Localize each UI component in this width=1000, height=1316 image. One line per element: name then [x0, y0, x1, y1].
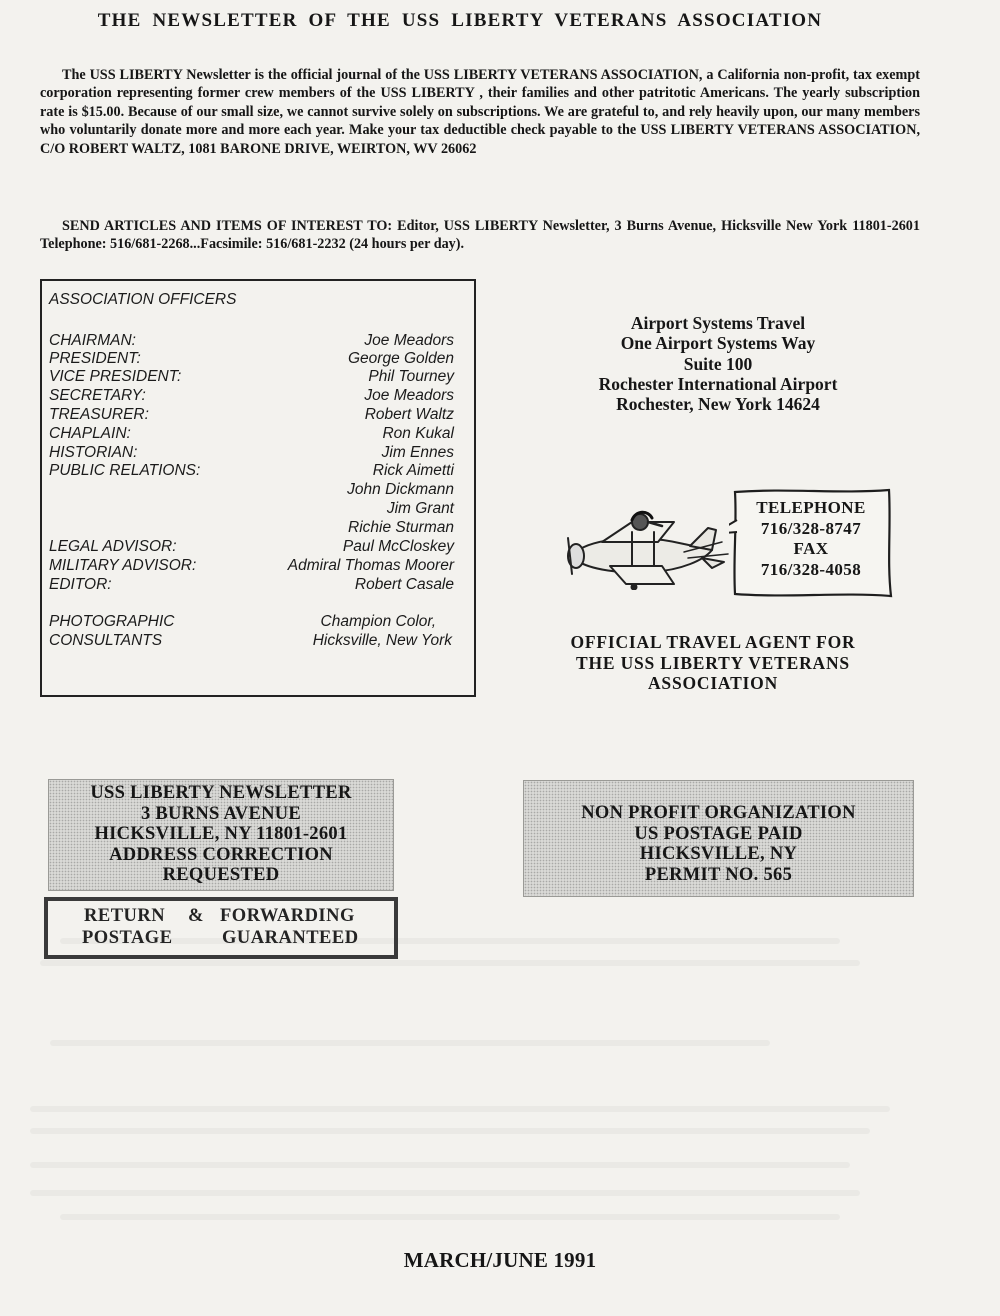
officer-row — [49, 612, 454, 631]
officers-heading: ASSOCIATION OFFICERS — [49, 291, 237, 308]
officer-name: Admiral Thomas Moorer — [287, 557, 454, 574]
return-word: RETURN — [84, 906, 166, 926]
officer-row — [49, 461, 454, 480]
officer-name: Phil Tourney — [368, 368, 454, 385]
officer-name: Jim Grant — [386, 500, 454, 517]
masthead-title: THE NEWSLETTER OF THE USS LIBERTY VETERANS ASSOCIATION — [97, 10, 823, 31]
agency-suite: Suite 100 — [683, 353, 753, 374]
issue-date: MARCH/JUNE 1991 — [403, 1248, 597, 1272]
officer-row — [49, 331, 454, 350]
officer-name: Paul McCloskey — [342, 538, 454, 555]
officer-name: Robert Waltz — [364, 406, 454, 423]
officer-name: Joe Meadors — [364, 387, 454, 404]
officer-role: LEGAL ADVISOR: — [49, 538, 177, 555]
officer-name: Ron Kukal — [382, 425, 454, 442]
telephone-fax-sign — [729, 486, 893, 600]
agency-city: Rochester, New York 14624 — [616, 394, 820, 415]
officer-name: George Golden — [348, 350, 454, 367]
officer-row — [49, 480, 454, 499]
officer-row — [49, 424, 454, 443]
ampersand: & — [188, 906, 204, 926]
agent-line: THE USS LIBERTY VETERANS — [576, 652, 850, 673]
mailer-line: 3 BURNS AVENUE — [140, 803, 302, 824]
travel-agency-address — [540, 313, 896, 414]
forwarding-word: FORWARDING — [220, 906, 355, 926]
officer-role: SECRETARY: — [49, 387, 146, 404]
officer-role: EDITOR: — [49, 576, 112, 593]
officer-role: VICE PRESIDENT: — [49, 368, 182, 385]
agency-street: One Airport Systems Way — [620, 333, 816, 354]
agent-line: OFFICIAL TRAVEL AGENT FOR — [570, 632, 856, 652]
indicia-line: HICKSVILLE, NY — [639, 844, 798, 864]
fax-label: FAX — [793, 539, 829, 559]
officer-role: CHAPLAIN: — [49, 425, 131, 442]
officer-row — [49, 556, 454, 575]
officer-row — [49, 349, 454, 368]
return-forwarding-box — [44, 897, 398, 959]
telephone-number: 716/328-8747 — [760, 518, 862, 538]
submission-paragraph — [40, 217, 920, 254]
agency-name: Airport Systems Travel — [630, 313, 806, 333]
intro-text: The USS LIBERTY Newsletter is the official journal of the USS LIBERTY VETERANS ASSOCIATION, a California non-profit, tax exempt corporation representing former crew members of the USS LIBERTY , their families and other patritotic Americans. The yearly subscription rate is $15.00. Because of our small size, we cannot survive solely on subscriptions. We are grateful to, and rely heavily upon, our many members who voluntarily donate more and more each year. Make your tax deductible check payable to the USS LIBERTY VETERANS ASSOCIATION, C/O ROBERT WALTZ, 1081 BARONE DRIVE, WEIRTON, WV 26062 — [40, 67, 920, 157]
mailer-line: ADDRESS CORRECTION — [109, 844, 333, 865]
officer-name: Robert Casale — [354, 576, 454, 593]
indicia-line: US POSTAGE PAID — [634, 823, 803, 844]
officer-row — [49, 367, 454, 386]
officer-role: PUBLIC RELATIONS: — [49, 462, 201, 479]
officer-row — [49, 405, 454, 424]
officer-row — [49, 537, 454, 556]
officer-role: CHAIRMAN: — [49, 332, 136, 349]
officer-name: Richie Sturman — [348, 519, 454, 536]
mailer-line: USS LIBERTY NEWSLETTER — [90, 783, 352, 803]
cartoon-airplane-icon — [562, 508, 732, 590]
return-line-2 — [84, 928, 364, 950]
return-line-1 — [84, 906, 364, 928]
officer-role: HISTORIAN: — [49, 444, 138, 461]
intro-paragraph — [40, 66, 920, 158]
postage-word: POSTAGE — [82, 928, 173, 948]
guaranteed-word: GUARANTEED — [222, 928, 359, 948]
officer-role: PHOTOGRAPHIC — [49, 613, 175, 630]
officer-row — [49, 499, 454, 518]
association-officers-box — [40, 279, 476, 697]
sign-text — [729, 498, 893, 580]
officer-name: Rick Aimetti — [372, 462, 454, 479]
indicia-line: NON PROFIT ORGANIZATION — [581, 803, 856, 823]
officer-name: Hicksville, New York — [312, 632, 452, 649]
officer-role: CONSULTANTS — [49, 632, 163, 649]
telephone-label: TELEPHONE — [756, 498, 866, 517]
officer-name: John Dickmann — [347, 481, 454, 498]
return-address-block — [48, 779, 394, 891]
fax-number: 716/328-4058 — [760, 559, 862, 579]
officer-name: Joe Meadors — [364, 332, 454, 349]
officer-row — [49, 518, 454, 537]
officer-role: PRESIDENT: — [49, 350, 141, 367]
postage-indicia — [523, 780, 914, 897]
submission-text: SEND ARTICLES AND ITEMS OF INTEREST TO: Editor, USS LIBERTY Newsletter, 3 Burns Avenue, Hicksville New York 11801-2601 Telephone: 516/681-2268...Facsimile: 516/681-2232 (24 hours per day). — [40, 218, 920, 253]
officer-row — [49, 443, 454, 462]
officer-role: MILITARY ADVISOR: — [49, 557, 197, 574]
indicia-line: PERMIT NO. 565 — [644, 864, 793, 885]
officer-row — [49, 631, 454, 650]
agent-line: ASSOCIATION — [647, 673, 779, 693]
mailer-line: REQUESTED — [162, 865, 280, 885]
officer-name: Jim Ennes — [381, 444, 454, 461]
official-travel-agent-notice — [535, 632, 891, 694]
officer-row — [49, 575, 454, 594]
officer-row — [49, 386, 454, 405]
officer-role: TREASURER: — [49, 406, 149, 423]
mailer-line: HICKSVILLE, NY 11801-2601 — [94, 824, 348, 844]
agency-airport: Rochester International Airport — [598, 373, 838, 394]
officer-name: Champion Color, — [320, 613, 436, 630]
